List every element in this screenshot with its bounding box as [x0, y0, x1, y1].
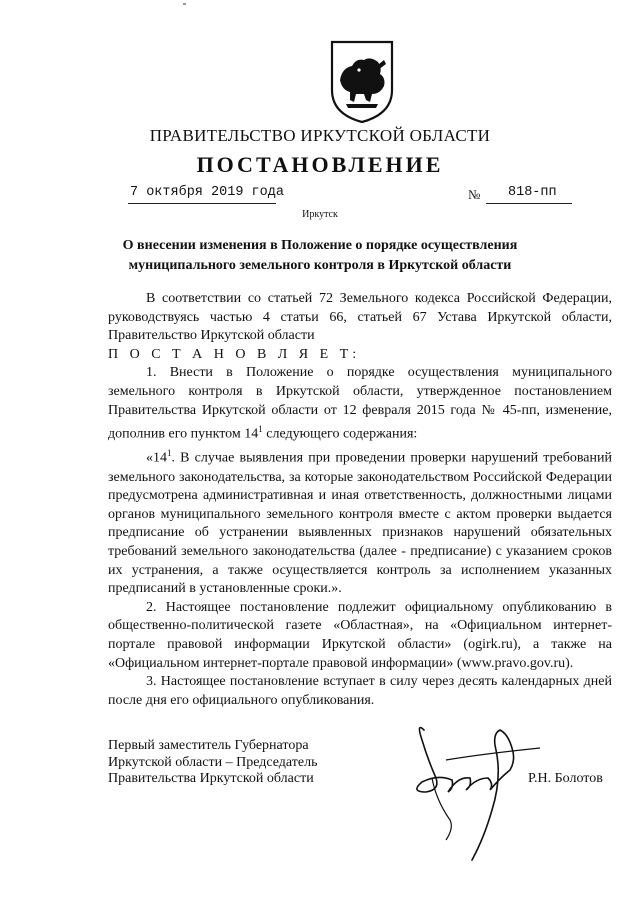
item-1-text: 1. Внести в Положение о порядке осуществления муниципального земельного контроля в Иркутской области, утвержденное постановлением Правительства Иркутской области от 12 февраля 2015 года № 45-пп, изменение, дополнив его пунктом 14 [108, 365, 612, 442]
document-type-title: ПОСТАНОВЛЕНИЕ [196, 152, 444, 177]
position-line-3: Правительства Иркутской области [108, 771, 314, 786]
handwritten-signature [392, 720, 542, 868]
government-name: ПРАВИТЕЛЬСТВО ИРКУТСКОЙ ОБЛАСТИ [149, 126, 491, 145]
item-3-paragraph: 3. Настоящее постановление вступает в силу через десять календарных дней после дня его официального опубликования. [108, 674, 612, 708]
quoted-clause-text: . В случае выявления при проведении проверки нарушений требований земельного законодательства, за которые законодательством Российской Федерации предусмотрена административная и иная ответственность, должностными лицами органов муниципального земельного контроля вместе с актом проверки выдается предписание об устранении выявленных признаков нарушений обязательных требований земельного законодательства (далее - предписание) с указанием сроков их устранения, а также осуществляется контроль за исполнением указанных предписаний в установленные сроки.». [108, 451, 612, 597]
item-1-paragraph [108, 364, 612, 444]
item-1-text-end: следующего содержания: [262, 426, 418, 442]
decree-date: 7 октября 2019 года [130, 185, 284, 200]
coat-of-arms-icon [326, 38, 398, 124]
item-2-paragraph: 2. Настоящее постановление подлежит официальному опубликованию в общественно-политической газете «Областная», на «Официальном интернет-портале правовой информации Иркутской области» (ogirk.ru), а также на «Официальном интернет-портале правовой информации» (www.pravo.gov.ru). [108, 599, 612, 671]
quoted-clause-paragraph [108, 444, 612, 598]
preamble-paragraph: В соответствии со статьей 72 Земельного кодекса Российской Федерации, руководствуясь частью 4 статьи 66, статьей 67 Устава Иркутской области, Правительство Иркутской области [108, 291, 612, 344]
quoted-clause-number: «14 [146, 451, 167, 467]
decree-number: 818-пп [508, 185, 557, 200]
number-underline [486, 203, 572, 204]
number-sign: № [468, 187, 481, 202]
city-name: Иркутск [302, 209, 338, 220]
date-underline [128, 203, 276, 204]
subject-line-2: муниципального земельного контроля в Иркутской области [128, 258, 512, 273]
signatory-name: Р.Н. Болотов [528, 771, 603, 786]
decree-verb: П О С Т А Н О В Л Я Е Т: [108, 346, 361, 362]
signatory-position [108, 738, 317, 788]
scan-speck [183, 3, 186, 5]
subject-line-1: О внесении изменения в Положение о порядке осуществления [122, 238, 518, 253]
item-1-superscript: 1 [258, 424, 263, 435]
position-line-2: Иркутской области – Председатель [108, 754, 318, 770]
decree-body [108, 290, 612, 710]
decree-subject [80, 236, 560, 276]
position-line-1: Первый заместитель Губернатора [108, 738, 309, 753]
quoted-clause-superscript: 1 [167, 448, 172, 459]
